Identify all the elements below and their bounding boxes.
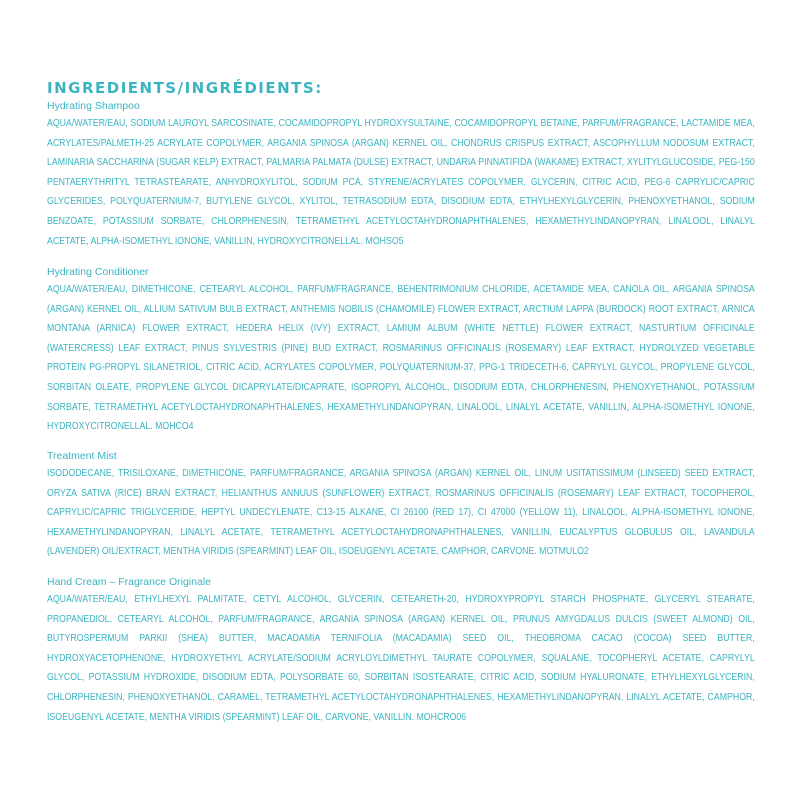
ingredient-list: ISODODECANE, TRISILOXANE, DIMETHICONE, PARFUM/FRAGRANCE, ARGANIA SPINOSA (ARGAN) KERNEL OIL, LINUM USITATISSIMUM (LINSEED) SEED EXTRACT, ORYZA SATIVA (RICE) BRAN EXTRACT, HELIANTHUS ANNUUS (SUNFLOWER) EXTRACT, ROSMARINUS OFFICINALIS (ROSEMARY) LEAF EXTRACT, TOCOPHEROL, CAPRYLIC/CAPRIC TRIGLYCERIDE, HEPTYL UNDECYLENATE, C13-15 ALKANE, CI 26100 (RED 17), CI 47000 (YELLOW 11), LINALOOL, ALPHA-ISOMETHYL IONONE, HEXAMETHYLINDANOPYRAN, LINALYL ACETATE, TETRAMETHYL ACETYLOCTAHYDRONAPHTHALENES, VANILLIN, EUCALYPTUS GLOBULUS OIL, LAVANDULA (LAVENDER) OIL/EXTRACT, MENTHA VIRIDIS (SPEARMINT) LEAF OIL, ISOEUGENYL ACETATE, CAMPHOR, CARVONE. MOTMULO2 xyxy=(47,468,755,558)
page-title: INGREDIENTS/INGRÉDIENTS: xyxy=(47,79,323,97)
section-hand-cream xyxy=(47,574,755,727)
ingredient-list: AQUA/WATER/EAU, DIMETHICONE, CETEARYL ALCOHOL, PARFUM/FRAGRANCE, BEHENTRIMONIUM CHLORIDE, ACETAMIDE MEA, CANOLA OIL, ARGANIA SPINOSA (ARGAN) KERNEL OIL, ALLIUM SATIVUM BULB EXTRACT, ANTHEMIS NOBILIS (CHAMOMILE) FLOWER EXTRACT, ARCTIUM LAPPA (BURDOCK) ROOT EXTRACT, ARNICA MONTANA (ARNICA) FLOWER EXTRACT, HEDERA HELIX (IVY) EXTRACT, LAMIUM ALBUM (WHITE NETTLE) FLOWER EXTRACT, NASTURTIUM OFFICINALE (WATERCRESS) LEAF EXTRACT, PINUS SYLVESTRIS (PINE) BUD EXTRACT, ROSMARINUS OFFICINALIS (ROSEMARY) LEAF EXTRACT, HYDROLYZED VEGETABLE PROTEIN PG-PROPYL SILANETRIOL, CITRIC ACID, ACRYLATES COPOLYMER, POLYQUATERNIUM-37, PPG-1 TRIDECETH-6, CAPRYLYL GLYCOL, PROPYLENE GLYCOL, SORBITAN OLEATE, PROPYLENE GLYCOL DICAPRYLATE/DICAPRATE, ISOPROPYL ALCOHOL, DISODIUM EDTA, CHLORPHENESIN, PHENOXYETHANOL, POTASSIUM SORBATE, TETRAMETHYL ACETYLOCTAHYDRONAPHTHALENES, HEXAMETHYLINDANOPYRAN, LINALOOL, LINALYL ACETATE, VANILLIN, ALPHA-ISOMETHYL IONONE, HYDROXYCITRONELLAL. MOHCO4 xyxy=(47,284,755,433)
ingredient-list: AQUA/WATER/EAU, SODIUM LAUROYL SARCOSINATE, COCAMIDOPROPYL HYDROXYSULTAINE, COCAMIDOPROPYL BETAINE, PARFUM/FRAGRANCE, LACTAMIDE MEA, ACRYLATES/PALMETH-25 ACRYLATE COPOLYMER, ARGANIA SPINOSA (ARGAN) KERNEL OIL, CHONDRUS CRISPUS EXTRACT, ASCOPHYLLUM NODOSUM EXTRACT, LAMINARIA SACCHARINA (SUGAR KELP) EXTRACT, PALMARIA PALMATA (DULSE) EXTRACT, UNDARIA PINNATIFIDA (WAKAME) EXTRACT, XYLITYLGLUCOSIDE, PEG-150 PENTAERYTHRITYL TETRASTEARATE, ANHYDROXYLITOL, SODIUM PCA, STYRENE/ACRYLATES COPOLYMER, GLYCERIN, CITRIC ACID, PEG-6 CAPRYLIC/CAPRIC GLYCERIDES, POLYQUATERNIUM-7, BUTYLENE GLYCOL, XYLITOL, TETRASODIUM EDTA, DISODIUM EDTA, ETHYLHEXYLGLYCERIN, PHENOXYETHANOL, SODIUM BENZOATE, POTASSIUM SORBATE, CHLORPHENESIN, TETRAMETHYL ACETYLOCTAHYDRONAPHTHALENES, HEXAMETHYLINDANOPYRAN, LINALOOL, LINALYL ACETATE, ALPHA-ISOMETHYL IONONE, VANILLIN, HYDROXYCITRONELLAL. MOHSO5 xyxy=(47,118,755,247)
section-title: Treatment Mist xyxy=(47,450,117,462)
ingredients-panel xyxy=(47,78,755,723)
section-title: Hydrating Conditioner xyxy=(47,266,149,278)
ingredient-list: AQUA/WATER/EAU, ETHYLHEXYL PALMITATE, CETYL ALCOHOL, GLYCERIN, CETEARETH-20, HYDROXYPROPYL STARCH PHOSPHATE, GLYCERYL STEARATE, PROPANEDIOL, CETEARYL ALCOHOL, PARFUM/FRAGRANCE, ARGANIA SPINOSA (ARGAN) KERNEL OIL, PRUNUS AMYGDALUS DULCIS (SWEET ALMOND) OIL, BUTYROSPERMUM PARKII (SHEA) BUTTER, MACADAMIA TERNIFOLIA (MACADAMIA) SEED OIL, THEOBROMA CACAO (COCOA) SEED BUTTER, HYDROXYACETOPHENONE, HYDROXYETHYL ACRYLATE/SODIUM ACRYLOYLDIMETHYL TAURATE COPOLYMER, SQUALANE, TOCOPHERYL ACETATE, CAPRYLYL GLYCOL, POTASSIUM HYDROXIDE, DISODIUM EDTA, POLYSORBATE 60, SORBITAN ISOSTEARATE, CITRIC ACID, SODIUM HYALURONATE, ETHYLHEXYLGLYCERIN, CHLORPHENESIN, PHENOXYETHANOL, CARAMEL, TETRAMETHYL ACETYLOCTAHYDRONAPHTHALENES, HEXAMETHYLINDANOPYRAN, LINALYL ACETATE, CAMPHOR, ISOEUGENYL ACETATE, MENTHA VIRIDIS (SPEARMINT) LEAF OIL, CARVONE, VANILLIN. MOHCRO06 xyxy=(47,594,755,723)
section-hydrating-conditioner xyxy=(47,264,755,437)
section-title: Hand Cream – Fragrance Originale xyxy=(47,576,211,588)
section-hydrating-shampoo xyxy=(47,98,755,251)
section-treatment-mist xyxy=(47,448,755,562)
section-title: Hydrating Shampoo xyxy=(47,100,140,112)
